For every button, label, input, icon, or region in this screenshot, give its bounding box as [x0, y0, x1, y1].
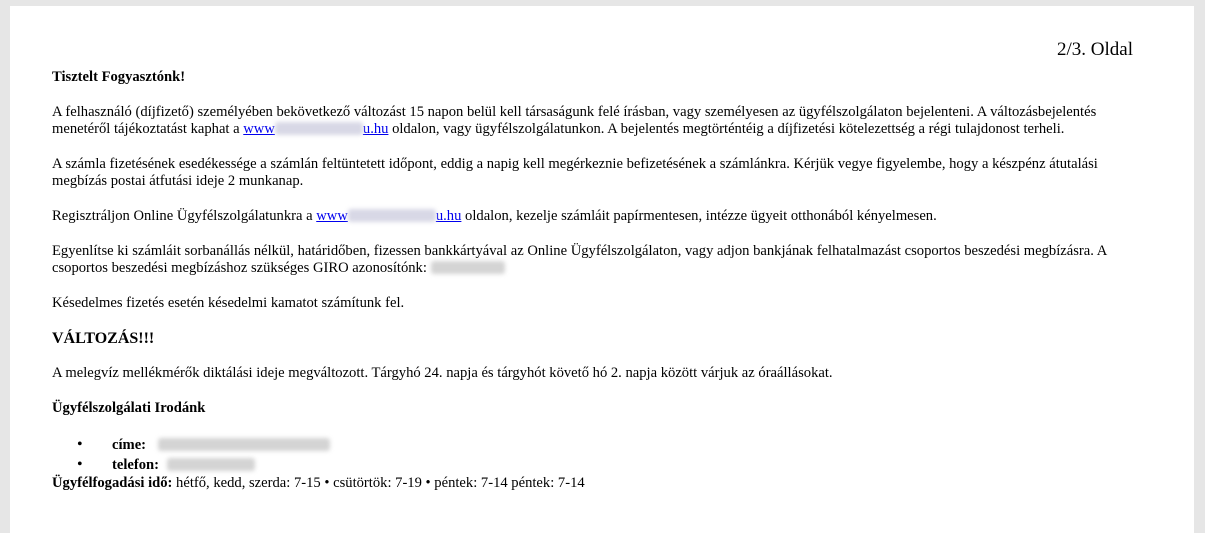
- letter-content: [52, 69, 1132, 510]
- hours-label: Ügyfélfogadási idő:: [52, 475, 173, 491]
- paragraph-card-payment: [52, 243, 1132, 277]
- redacted-giro-id: [431, 261, 505, 274]
- greeting: Tisztelt Fogyasztónk!: [52, 69, 186, 85]
- hours-text: hétfő, kedd, szerda: 7-15 • csütörtök: 7-19 • péntek: 7-14 péntek: 7-14: [172, 475, 585, 491]
- paragraph-meter-reading: A melegvíz mellékmérők diktálási ideje megváltozott. Tárgyhó 24. napja és tárgyhót követő hó 2. napja között várjuk az óraállásokat.: [52, 365, 833, 381]
- office-hours: [52, 475, 1132, 492]
- bullet-icon: •: [77, 456, 83, 473]
- phone-label: telefon:: [112, 457, 160, 473]
- paragraph-change-notice: [52, 104, 1132, 138]
- paragraph-text: A felhasználó (díjfizető) személyében bekövetkező változást 15 napon belül kell társaságunk felé írásban, vagy személyesen az ügyfélszolgálaton bejelenteni. A változásbejelentés menetéről tájékoztatást kaphat a: [52, 104, 1097, 137]
- redacted-phone: [167, 458, 255, 471]
- paragraph-text: oldalon, vagy ügyfélszolgálatunkon. A bejelentés megtörténtéig a díjfizetési kötelezettség a régi tulajdonost terheli.: [388, 121, 1065, 137]
- paragraph-text: Egyenlítse ki számláit sorbanállás nélkül, határidőben, fizessen bankkártyával az Online Ügyfélszolgálaton, vagy adjon bankjának felhatalmazást csoportos beszedési megbízásra. A csoportos beszedési megbízáshoz szükséges GIRO azonosítónk:: [52, 243, 1107, 276]
- address-label: címe:: [112, 437, 147, 453]
- paragraph-text: Regisztráljon Online Ügyfélszolgálatunkra a: [52, 208, 317, 224]
- list-item-phone: [77, 455, 1132, 475]
- website-link[interactable]: www u.hu: [243, 121, 389, 137]
- page-number: 2/3. Oldal: [1057, 39, 1133, 60]
- paragraph-text: oldalon, kezelje számláit papírmentesen, intézze ügyeit otthonából kényelmesen.: [461, 208, 937, 224]
- paragraph-register-online: [52, 208, 1132, 225]
- bullet-icon: •: [77, 436, 83, 453]
- document-page: [10, 6, 1194, 533]
- office-section: [52, 400, 1132, 492]
- redacted-domain: [348, 209, 436, 222]
- office-details-list: [52, 435, 1132, 475]
- paragraph-payment-due: A számla fizetésének esedékessége a számlán feltüntetett időpont, eddig a napig kell megérkeznie befizetésének a számlánkra. Kérjük vegye figyelembe, hogy a készpénz átutalási megbízás postai átfutási ideje 2 munkanap.: [52, 156, 1098, 189]
- list-item-address: [77, 435, 1132, 455]
- redacted-address: [158, 438, 330, 451]
- office-title: Ügyfélszolgálati Irodánk: [52, 400, 206, 416]
- change-heading: VÁLTOZÁS!!!: [52, 330, 155, 347]
- paragraph-late-interest: Késedelmes fizetés esetén késedelmi kamatot számítunk fel.: [52, 295, 405, 311]
- redacted-domain: [275, 122, 363, 135]
- website-link[interactable]: www u.hu: [316, 208, 462, 224]
